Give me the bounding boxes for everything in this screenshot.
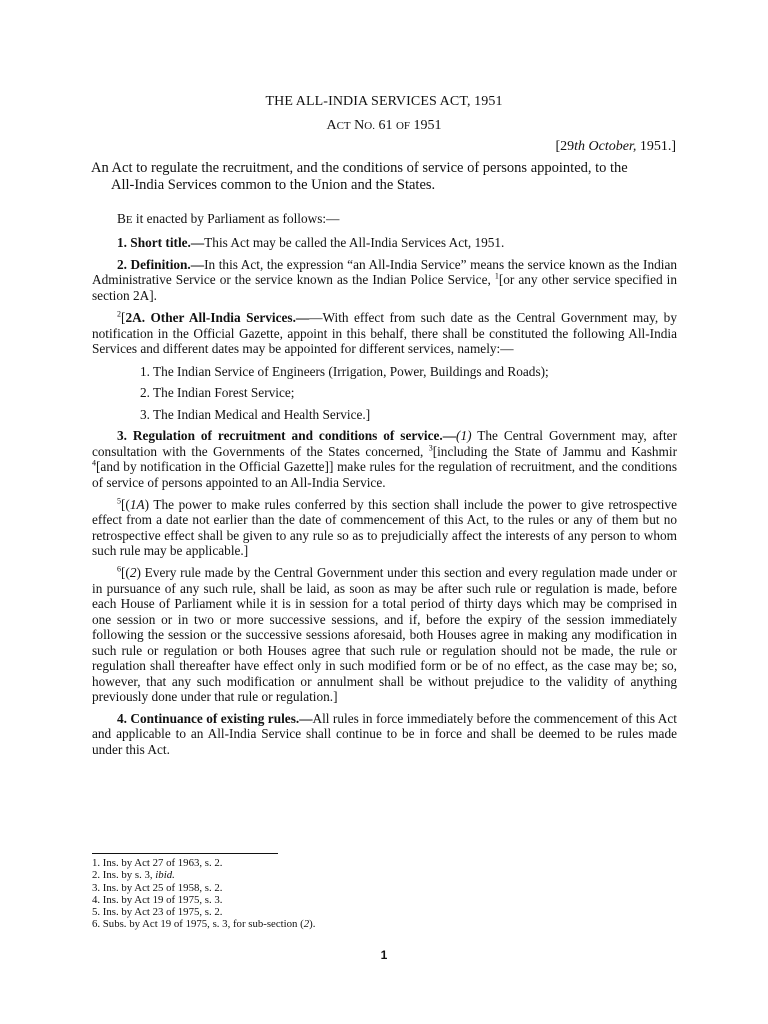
enacting-formula [92, 211, 677, 229]
footnote-ref-6: 6 [117, 564, 121, 574]
section-2 [92, 257, 677, 304]
footnote-6 [92, 918, 315, 930]
footnote-divider [92, 853, 278, 854]
footnote-3: 3. Ins. by Act 25 of 1958, s. 2. [92, 881, 223, 894]
footnote-6-close: ). [309, 918, 316, 931]
section-3-text-3: [and by notification in the Official Gazette]] make rules for the regulation of recruitment, and the conditions of service of persons appointed to an All-India Service. [92, 459, 677, 490]
section-3-1a-text: ) The power to make rules conferred by this section shall include the power to give retrospective effect from a date not earlier than the date of commencement of this Act, to the rules or any of them but no retrospective effect shall be given to any rule so as to prejudicially affect the interests of any person to whom such rule may be applicable.] [92, 496, 677, 559]
section-3-2-sub: 2 [129, 565, 137, 581]
footnote-2-text: 2. Ins. by s. 3, [92, 869, 156, 882]
date-italic: th October, [574, 139, 637, 154]
section-2-text-2: [or any other service specified in section 2A]. [92, 272, 677, 303]
footnote-1: 1. Ins. by Act 27 of 1963, s. 2. [92, 857, 223, 869]
section-4 [92, 711, 677, 758]
section-3-1a-open: [( [121, 496, 130, 512]
section-4-heading: 4. Continuance of existing rules.— [117, 710, 313, 726]
footnote-2-ibid: ibid. [155, 869, 175, 882]
footnote-6-sub: 2 [303, 918, 310, 931]
section-1-text: This Act may be called the All-India Services Act, 1951. [204, 234, 505, 250]
section-2a [92, 310, 677, 357]
act-number-n: N [354, 118, 365, 133]
long-title-line-1: An Act to regulate the recruitment, and the conditions of service of persons appointed, to the [91, 160, 628, 176]
act-body [92, 211, 677, 764]
footnote-ref-3: 3 [428, 443, 433, 453]
list-item: 1. The Indian Service of Engineers (Irrigation, Power, Buildings and Roads); [140, 363, 549, 379]
footnote-ref-5: 5 [117, 496, 121, 506]
page-number: 1 [380, 948, 388, 962]
act-number-value: 61 [378, 118, 393, 133]
act-number-ct: CT [336, 120, 351, 132]
footnote-ref-1: 1 [494, 271, 499, 281]
section-3-text: The Central Government may, after consultation with the Governments of the States concerned, [92, 428, 677, 459]
date-open: [29 [555, 139, 575, 154]
section-3-1a [92, 497, 677, 559]
section-2-heading: 2. Definition.— [117, 256, 205, 272]
footnote-ref-2: 2 [117, 309, 121, 319]
section-3 [92, 428, 677, 490]
footnote-2 [92, 869, 315, 881]
section-3-2 [92, 565, 677, 705]
act-number-year: 1951 [413, 118, 442, 133]
footnotes [92, 857, 315, 931]
section-2-text: In this Act, the expression “an All-India Service” means the service known as the Indian Administrative Service or the service known as the Indian Police Service, [92, 256, 677, 288]
section-3-1a-sub: 1A [129, 496, 145, 512]
list-item: 3. The Indian Medical and Health Service.] [140, 406, 371, 422]
section-1-heading: 1. Short title.— [117, 234, 205, 250]
section-3-heading: 3. Regulation of recruitment and conditions of service.— [117, 428, 457, 444]
act-number-a: A [326, 118, 337, 133]
enacting-cap: B [117, 211, 126, 226]
section-2a-text: —With effect from such date as the Central Government may, by notification in the Official Gazette, appoint in this behalf, there shall be constituted the following All-India Services and different dates may be appointed for different services, namely:— [92, 310, 677, 357]
list-item: 2. The Indian Forest Service; [140, 385, 295, 401]
section-3-sub: (1) [456, 428, 472, 444]
act-number-of: OF [395, 120, 411, 132]
footnote-ref-4: 4 [92, 458, 96, 468]
enactment-date [555, 139, 676, 155]
footnote-6-text: 6. Subs. by Act 19 of 1975, s. 3, for sub-section ( [92, 918, 304, 931]
footnote-4: 4. Ins. by Act 19 of 1975, s. 3. [92, 893, 223, 906]
footnote-5: 5. Ins. by Act 23 of 1975, s. 2. [92, 906, 223, 919]
date-close: 1951.] [636, 139, 676, 154]
section-3-2-text: ) Every rule made by the Central Government under this section and every regulation made under or in pursuance of any such rule, shall be laid, as soon as may be after such rule or regulation is made, before each House of Parliament while it is in session for a total period of thirty days which may be comprised in one session or in two or more successive sessions, and if, before the expiry of the session immediately following the session or the successive sessions aforesaid, both Houses agree in making any modification in such rule or regulation or both Houses agree that such rule or regulation should not be made, the rule or regulation shall thereafter have effect only in such modified form or be of no effect, as the case may be; so, however, that any such modification or annulment shall be without prejudice to the validity of anything previously done under that rule or regulation.] [92, 565, 677, 705]
section-4-text: All rules in force immediately before the commencement of this Act and applicable to an All-India Service shall continue to be in force and shall be deemed to be rules made under this Act. [92, 710, 677, 757]
enacting-rest: it enacted by Parliament as follows:— [132, 211, 340, 226]
long-title-line-2: All-India Services common to the Union and the States. [111, 177, 436, 193]
act-number [0, 118, 768, 134]
section-3-text-2: [including the State of Jammu and Kashmir [432, 443, 677, 459]
act-title: THE ALL-INDIA SERVICES ACT, 1951 [265, 94, 503, 109]
section-1 [92, 235, 677, 251]
section-3-2-open: [( [121, 565, 130, 581]
section-2a-open: [ [121, 310, 126, 326]
section-2a-heading: 2A. Other All-India Services.— [125, 310, 310, 326]
long-title [92, 160, 677, 194]
act-number-o: O. [364, 120, 375, 132]
enacting-small: E [125, 214, 133, 226]
